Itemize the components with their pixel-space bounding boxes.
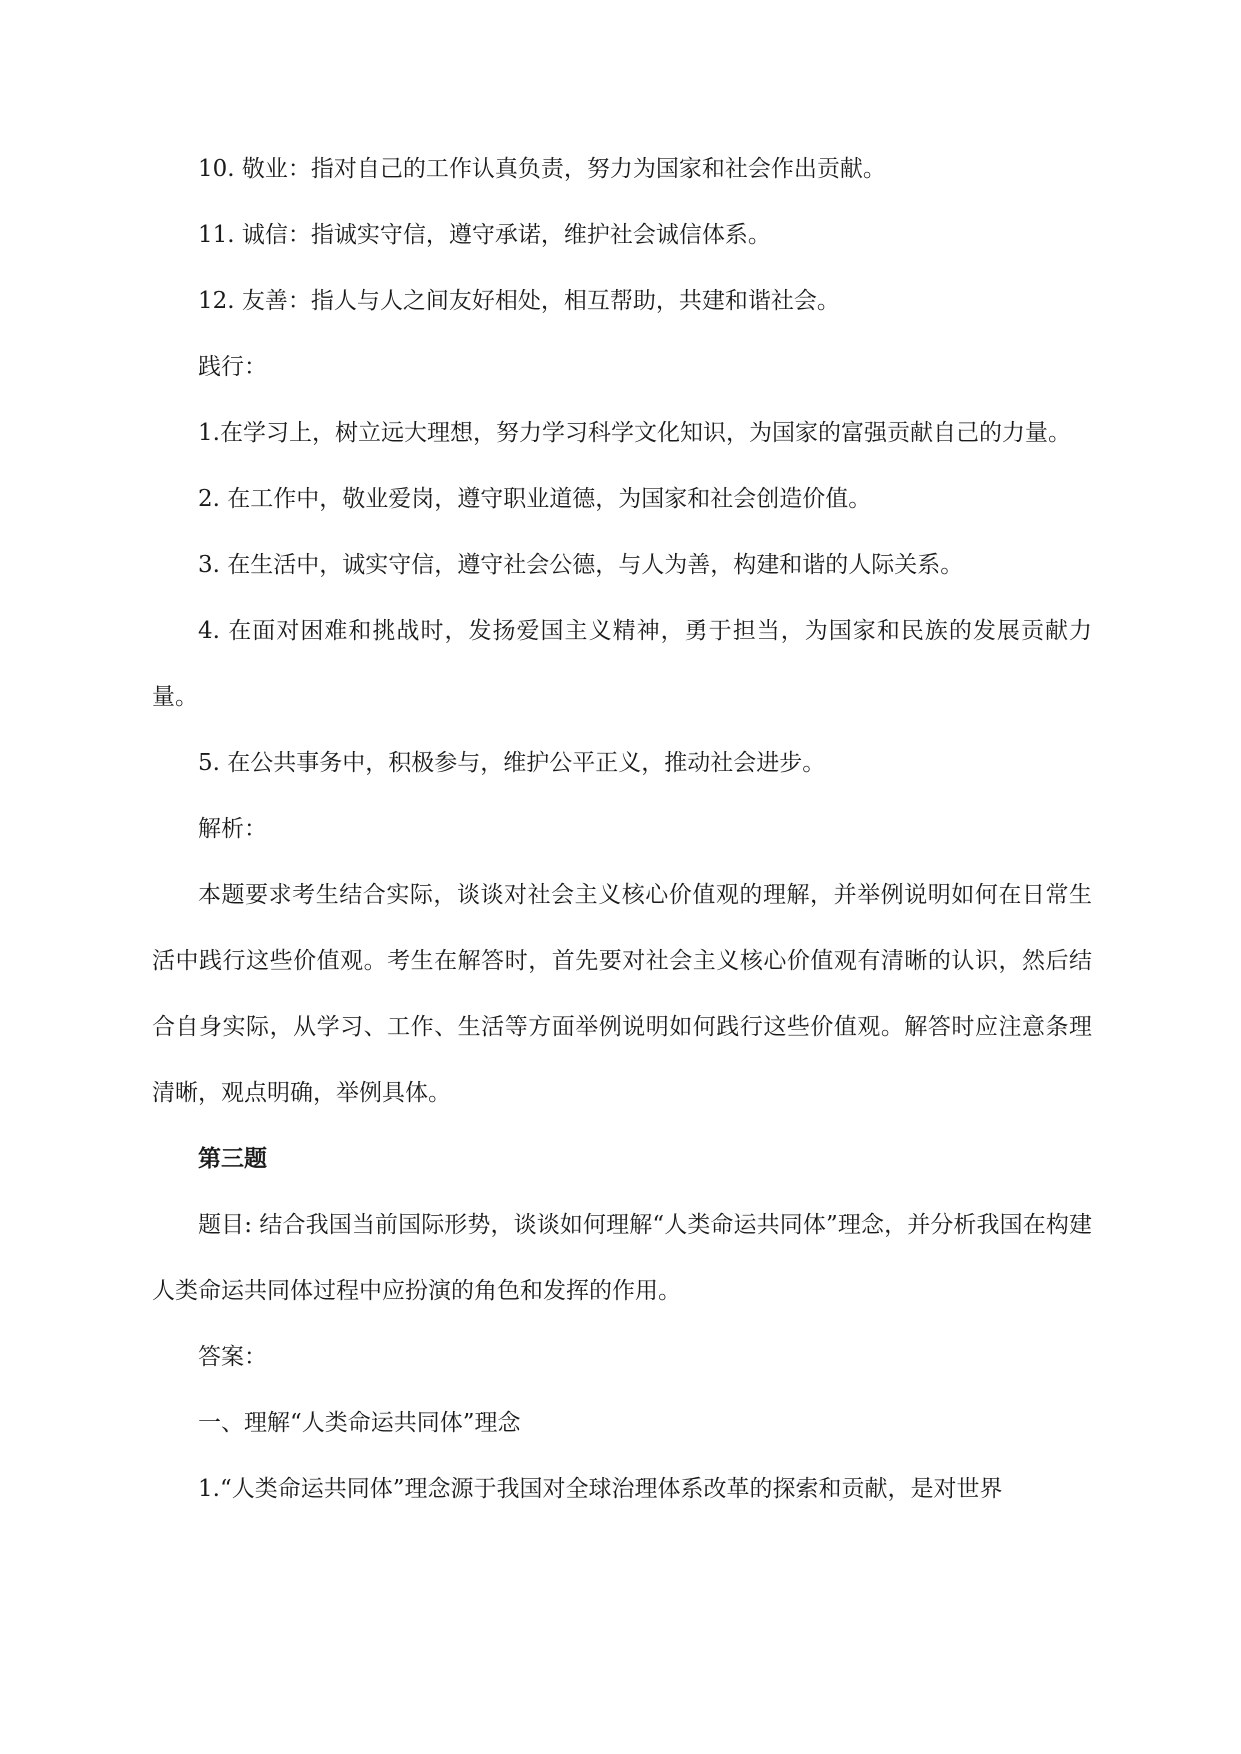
section-label-analysis: 解析：: [198, 816, 267, 842]
practice-item-1: 1.在学习上，树立远大理想，努力学习科学文化知识，为国家的富强贡献自己的力量。: [198, 420, 1071, 446]
section-label-answer: 答案：: [198, 1344, 267, 1370]
paragraph-value-jingye: 10. 敬业：指对自己的工作认真负责，努力为国家和社会作出贡献。: [198, 156, 886, 182]
practice-item-2: 2. 在工作中，敬业爱岗，遵守职业道德，为国家和社会创造价值。: [198, 486, 872, 512]
answer-subheading-1: 一、理解“人类命运共同体”理念: [198, 1410, 521, 1436]
question-3-heading: 第三题: [198, 1146, 267, 1172]
answer-point-1: 1.“人类命运共同体”理念源于我国对全球治理体系改革的探索和贡献，是对世界: [198, 1476, 1003, 1502]
document-body: [152, 136, 1092, 1522]
practice-item-5: 5. 在公共事务中，积极参与，维护公平正义，推动社会进步。: [198, 750, 826, 776]
analysis-paragraph: 本题要求考生结合实际，谈谈对社会主义核心价值观的理解，并举例说明如何在日常生活中践行这些价值观。考生在解答时，首先要对社会主义核心价值观有清晰的认识，然后结合自身实际，从学习、工作、生活等方面举例说明如何践行这些价值观。解答时应注意条理清晰，观点明确，举例具体。: [152, 882, 1092, 1106]
paragraph-value-chengxin: 11. 诚信：指诚实守信，遵守承诺，维护社会诚信体系。: [198, 222, 771, 248]
practice-item-4: 4. 在面对困难和挑战时，发扬爱国主义精神，勇于担当，为国家和民族的发展贡献力量。: [152, 618, 1092, 710]
paragraph-value-youshan: 12. 友善：指人与人之间友好相处，相互帮助，共建和谐社会。: [198, 288, 840, 314]
practice-item-3: 3. 在生活中，诚实守信，遵守社会公德，与人为善，构建和谐的人际关系。: [198, 552, 964, 578]
section-label-practice: 践行：: [198, 354, 267, 380]
question-3-prompt: 题目: 结合我国当前国际形势，谈谈如何理解“人类命运共同体”理念，并分析我国在构建人类命运共同体过程中应扮演的角色和发挥的作用。: [152, 1212, 1092, 1304]
